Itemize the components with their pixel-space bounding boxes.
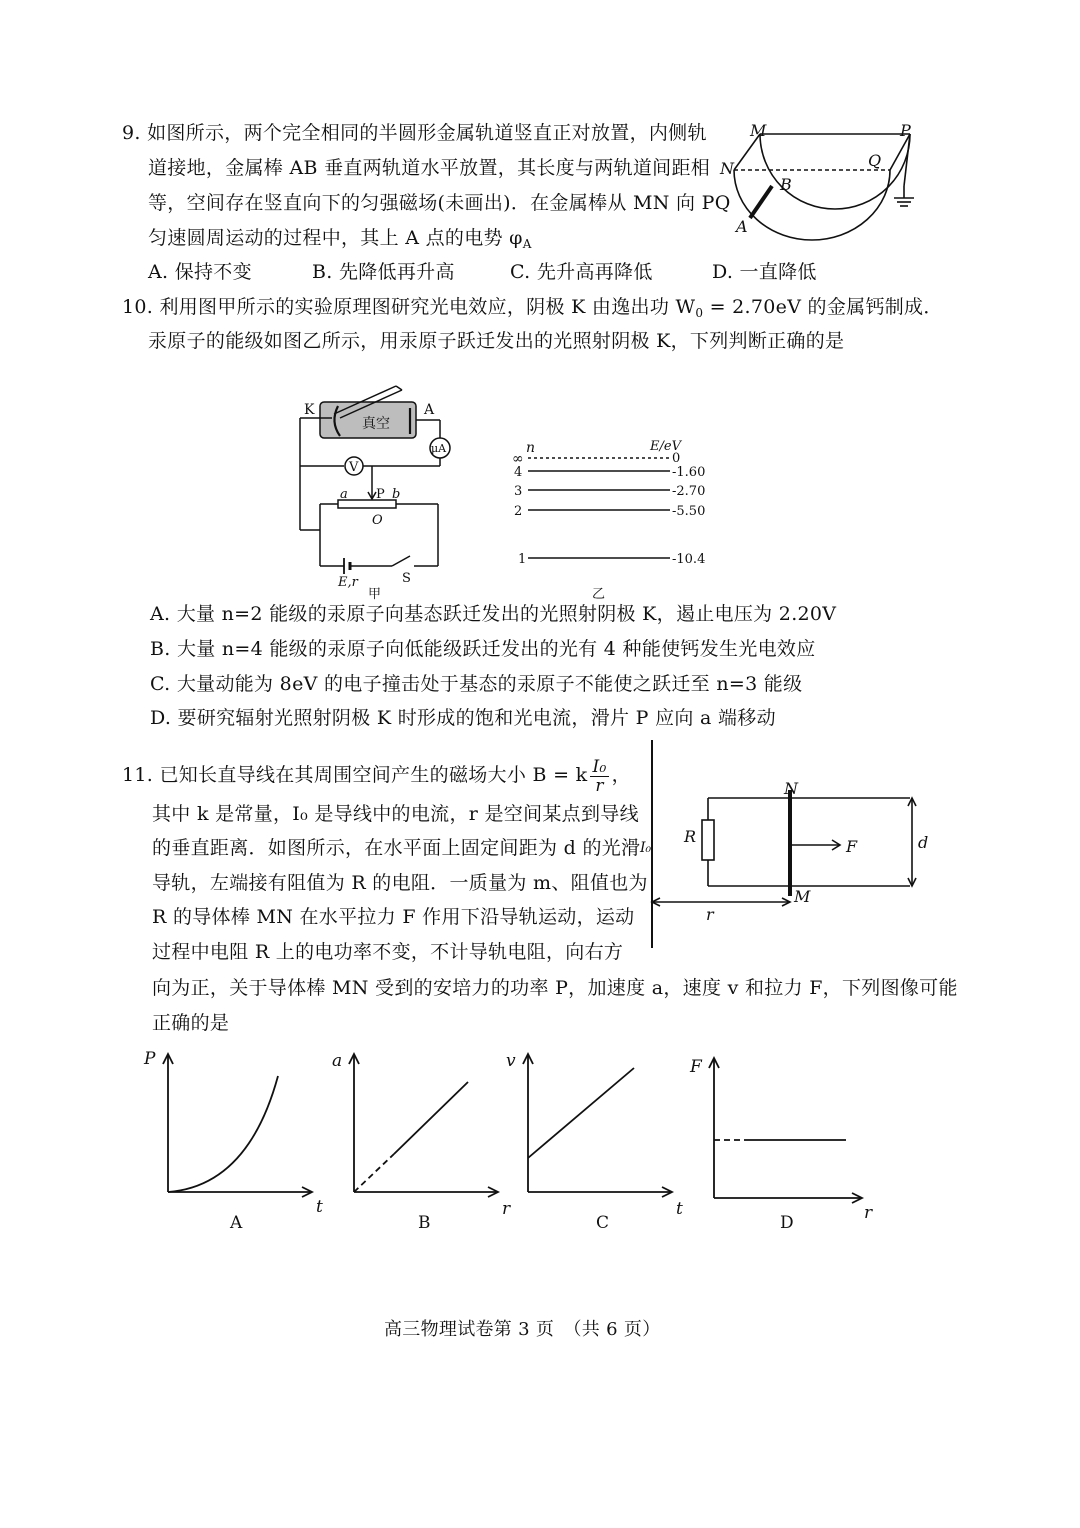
q10-label-er: E,r xyxy=(338,575,358,590)
graph-a xyxy=(140,1046,330,1236)
graph-d-ylabel: F xyxy=(690,1057,702,1077)
q11-line-1-text: 11. 已知长直导线在其周围空间产生的磁场大小 B = k xyxy=(122,764,588,786)
q11-line-6: 过程中电阻 R 上的电功率不变，不计导轨电阻，向右方 xyxy=(152,941,624,963)
graph-b-caption: B xyxy=(418,1213,431,1233)
q11-label-d: d xyxy=(918,833,929,852)
q9-label-q: Q xyxy=(868,151,882,170)
graph-a-xlabel: t xyxy=(316,1197,323,1217)
q9-option-b: B. 先降低再升高 xyxy=(312,261,455,283)
graph-b-ylabel: a xyxy=(332,1051,343,1071)
q9-label-p: P xyxy=(900,121,911,140)
q10-energy-level-figure xyxy=(510,432,730,602)
q11-label-m: M xyxy=(794,887,811,906)
q9-label-a: A xyxy=(736,217,748,236)
q9-label-n: N xyxy=(720,159,734,178)
q10-option-d: D. 要研究辐射光照射阴极 K 时形成的饱和光电流，滑片 P 应向 a 端移动 xyxy=(150,707,776,729)
q11-label-r-distance: r xyxy=(706,905,714,924)
graph-a-ylabel: P xyxy=(144,1049,156,1069)
q10-circuit-figure xyxy=(292,380,482,600)
q10-line-1-tail: = 2.70eV 的金属钙制成． xyxy=(703,296,943,318)
q10-label-b-end: b xyxy=(392,487,401,502)
q9-line-4-text: 匀速圆周运动的过程中，其上 A 点的电势 φ xyxy=(148,227,523,249)
q11-label-r-resistor: R xyxy=(684,827,697,846)
q11-line-3: 的垂直距离．如图所示，在水平面上固定间距为 d 的光滑 xyxy=(152,837,641,859)
q10-option-b: B. 大量 n=4 能级的汞原子向低能级跃迁发出的光有 4 种能使钙发生光电效应 xyxy=(150,638,816,660)
level-n-1: 1 xyxy=(518,552,527,567)
q10-label-k: K xyxy=(304,402,315,418)
q10-line-1 xyxy=(122,295,943,325)
graph-b xyxy=(326,1046,516,1236)
q10-line-1-text: 10. 利用图甲所示的实验原理图研究光电效应，阴极 K 由逸出功 W xyxy=(122,296,696,318)
q10-label-s: S xyxy=(402,571,411,586)
level-n-header: n xyxy=(526,440,536,456)
q9-line-2: 道接地，金属棒 AB 垂直两轨道水平放置，其长度与两轨道间距相 xyxy=(148,157,711,179)
q11-line-2: 其中 k 是常量，I₀ 是导线中的电流，r 是空间某点到导线 xyxy=(152,803,639,825)
q9-line-3: 等，空间存在竖直向下的匀强磁场(未画出)．在金属棒从 MN 向 PQ xyxy=(148,192,731,214)
q11-line-4: 导轨，左端接有阻值为 R 的电阻．一质量为 m、阻值也为 xyxy=(152,872,648,894)
level-figure-caption: 乙 xyxy=(592,587,606,602)
q11-rail-figure xyxy=(640,740,940,960)
q10-label-vacuum: 真空 xyxy=(362,416,390,432)
level-e-4: -1.60 xyxy=(672,465,706,480)
q10-label-p: P xyxy=(376,487,385,502)
q10-microammeter-label: μA xyxy=(431,442,447,455)
graph-c-xlabel: t xyxy=(676,1199,683,1219)
q11-fraction xyxy=(590,758,608,795)
graph-c-caption: C xyxy=(596,1213,610,1233)
q9-line-4 xyxy=(148,226,532,256)
level-e-header: E/eV xyxy=(650,439,681,454)
graph-a-caption: A xyxy=(230,1213,243,1233)
q10-w0-subscript: 0 xyxy=(695,306,704,320)
level-e-2: -5.50 xyxy=(672,504,706,519)
q11-fraction-numerator: I₀ xyxy=(592,756,607,777)
q11-line-7: 向为正，关于导体棒 MN 受到的安培力的功率 P，加速度 a，速度 v 和拉力 F，下列图像可能 xyxy=(152,977,958,999)
q9-label-b: B xyxy=(780,175,792,194)
graph-b-xlabel: r xyxy=(502,1199,511,1219)
q10-label-a-end: a xyxy=(340,487,348,502)
q9-option-d: D. 一直降低 xyxy=(712,261,817,283)
level-n-3: 3 xyxy=(514,484,523,499)
level-e-3: -2.70 xyxy=(672,484,706,499)
page-footer: 高三物理试卷第 3 页 （共 6 页） xyxy=(384,1319,661,1340)
q10-label-o: O xyxy=(372,513,383,528)
graph-d-caption: D xyxy=(780,1213,794,1233)
q9-rail-figure xyxy=(720,118,930,248)
level-e-1: -10.4 xyxy=(672,552,706,567)
q9-option-a: A. 保持不变 xyxy=(148,261,252,283)
q9-phi-subscript: A xyxy=(522,237,532,251)
q11-fraction-denominator: r xyxy=(595,775,604,796)
q10-voltmeter-label: V xyxy=(349,460,359,475)
q11-label-f: F xyxy=(846,837,858,856)
q10-option-c: C. 大量动能为 8eV 的电子撞击处于基态的汞原子不能使之跃迁至 n=3 能级 xyxy=(150,673,803,695)
q11-line-5: R 的导体棒 MN 在水平拉力 F 作用下沿导轨运动，运动 xyxy=(152,906,635,928)
level-n-2: 2 xyxy=(514,504,523,519)
q10-label-a-anode: A xyxy=(424,402,435,418)
graph-c xyxy=(500,1046,690,1236)
q11-line-8: 正确的是 xyxy=(152,1012,230,1034)
q10-circuit-caption: 甲 xyxy=(368,587,382,602)
q9-line-1: 9. 如图所示，两个完全相同的半圆形金属轨道竖直正对放置，内侧轨 xyxy=(122,122,707,144)
level-n-4: 4 xyxy=(514,465,523,480)
graph-d xyxy=(688,1046,878,1236)
q11-label-n: N xyxy=(784,779,798,798)
level-n-inf: ∞ xyxy=(512,451,524,467)
q11-line-1: 11. 已知长直导线在其周围空间产生的磁场大小 B = k $\frac{\text{I₀}}{r}$ ， xyxy=(122,756,631,796)
q11-label-i0: I₀ xyxy=(640,840,652,856)
graph-c-ylabel: v xyxy=(506,1051,516,1071)
graph-d-xlabel: r xyxy=(864,1203,873,1223)
q9-label-m: M xyxy=(750,121,767,140)
q10-option-a: A. 大量 n=2 能级的汞原子向基态跃迁发出的光照射阴极 K，遏止电压为 2.20V xyxy=(150,603,837,625)
q9-option-c: C. 先升高再降低 xyxy=(510,261,653,283)
level-e-inf: 0 xyxy=(672,451,681,466)
q10-line-2: 汞原子的能级如图乙所示，用汞原子跃迁发出的光照射阴极 K，下列判断正确的是 xyxy=(148,330,845,352)
